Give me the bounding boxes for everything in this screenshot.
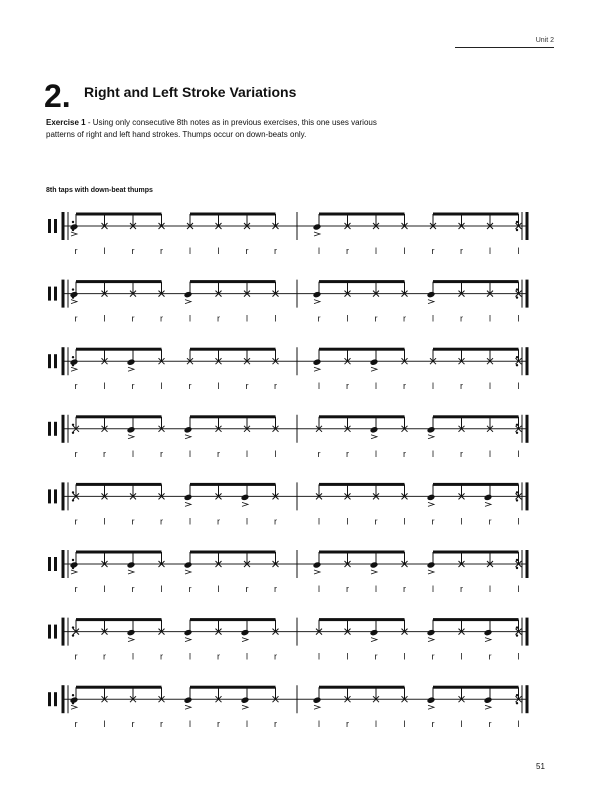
thump-notehead xyxy=(370,358,379,365)
thump-notehead xyxy=(70,223,79,230)
beam xyxy=(433,686,519,689)
accent-mark xyxy=(71,705,77,709)
thump-notehead xyxy=(127,561,136,568)
thump-notehead xyxy=(70,291,79,298)
thump-notehead xyxy=(427,494,436,501)
beam xyxy=(76,618,162,621)
accent-mark xyxy=(71,232,77,236)
sticking-letter: l xyxy=(246,448,248,459)
sticking-letter: r xyxy=(131,246,135,256)
sticking-letter: r xyxy=(403,584,406,594)
sticking-letter: l xyxy=(375,381,377,392)
sticking-letter: l xyxy=(375,246,377,256)
beam xyxy=(319,686,405,689)
beam xyxy=(190,483,276,486)
sticking-letter: r xyxy=(403,448,406,459)
beam xyxy=(190,213,276,216)
sticking-letter: l xyxy=(432,448,434,459)
beam xyxy=(433,415,519,418)
thump-notehead xyxy=(370,561,379,568)
percussion-clef xyxy=(48,692,51,706)
repeat-dot xyxy=(516,694,518,696)
sticking-letter: l xyxy=(346,516,349,527)
sticking-letter: r xyxy=(346,584,349,594)
percussion-clef xyxy=(48,219,51,233)
beam xyxy=(433,483,519,486)
percussion-clef xyxy=(54,489,57,503)
sticking-letter: l xyxy=(346,651,349,662)
sticking-letter: l xyxy=(246,719,248,730)
accent-mark xyxy=(128,638,134,642)
sticking-letter: l xyxy=(517,584,520,594)
beam xyxy=(433,213,519,216)
repeat-dot xyxy=(516,567,518,569)
thump-notehead xyxy=(370,629,379,636)
thump-notehead xyxy=(241,629,250,636)
sticking-letter: r xyxy=(245,381,249,392)
sticking-letter: r xyxy=(274,651,277,662)
accent-mark xyxy=(371,638,377,642)
sticking-letter: r xyxy=(274,516,277,527)
sticking-letter: r xyxy=(188,584,192,594)
sticking-letter: l xyxy=(403,246,406,256)
sticking-letter: l xyxy=(103,246,106,256)
sticking-letter: l xyxy=(375,448,377,459)
beam xyxy=(319,213,405,216)
thump-notehead xyxy=(313,561,322,568)
sticking-letter: l xyxy=(189,719,191,730)
sticking-letter: l xyxy=(489,448,491,459)
sticking-letter: r xyxy=(374,651,378,662)
thump-notehead xyxy=(484,629,493,636)
accent-mark xyxy=(371,435,377,439)
beam xyxy=(319,483,405,486)
sticking-letter: l xyxy=(517,246,520,256)
accent-mark xyxy=(185,502,191,506)
sticking-letter: l xyxy=(318,246,320,256)
sticking-letter: r xyxy=(160,516,163,527)
sticking-letter: l xyxy=(217,381,220,392)
sticking-letter: l xyxy=(460,719,463,730)
sticking-letter: r xyxy=(74,516,78,527)
sticking-letter: r xyxy=(488,719,492,730)
percussion-clef xyxy=(48,557,51,571)
sticking-letter: r xyxy=(460,448,463,459)
accent-mark xyxy=(128,367,134,371)
repeat-dot xyxy=(516,499,518,501)
beam xyxy=(190,415,276,418)
repeat-dot xyxy=(72,424,74,426)
sticking-letter: r xyxy=(74,719,78,730)
sticking-letter: r xyxy=(103,651,106,662)
sticking-letter: r xyxy=(403,381,406,392)
accent-mark xyxy=(428,502,434,506)
sticking-letter: r xyxy=(488,651,492,662)
repeat-dot xyxy=(516,626,518,628)
accent-mark xyxy=(371,570,377,574)
sticking-letter: l xyxy=(217,584,220,594)
sticking-letter: l xyxy=(132,448,134,459)
percussion-clef xyxy=(54,422,57,436)
sticking-letter: l xyxy=(489,584,491,594)
sticking-letter: l xyxy=(517,516,520,527)
sticking-letter: r xyxy=(103,448,106,459)
beam xyxy=(190,686,276,689)
sticking-letter: r xyxy=(431,719,435,730)
percussion-clef xyxy=(48,422,51,436)
accent-mark xyxy=(185,435,191,439)
sticking-letter: r xyxy=(74,246,78,256)
sticking-letter: l xyxy=(517,313,520,324)
sticking-letter: l xyxy=(274,313,277,324)
sticking-letter: l xyxy=(103,381,106,392)
sticking-letter: r xyxy=(131,381,135,392)
sticking-letter: r xyxy=(74,381,78,392)
percussion-clef xyxy=(54,692,57,706)
sticking-letter: r xyxy=(160,313,163,324)
repeat-dot xyxy=(72,499,74,501)
sticking-letter: r xyxy=(160,448,163,459)
sticking-letter: l xyxy=(103,516,106,527)
thump-notehead xyxy=(313,696,322,703)
accent-mark xyxy=(242,705,248,709)
repeat-dot xyxy=(72,221,74,223)
sticking-letter: l xyxy=(318,651,320,662)
thump-notehead xyxy=(184,494,193,501)
sticking-letter: l xyxy=(189,516,191,527)
accent-mark xyxy=(428,705,434,709)
sticking-letter: r xyxy=(274,381,277,392)
beam xyxy=(76,280,162,283)
thump-notehead xyxy=(127,629,136,636)
sticking-letter: l xyxy=(132,651,134,662)
beam xyxy=(190,618,276,621)
accent-mark xyxy=(314,570,320,574)
sticking-letter: l xyxy=(375,719,377,730)
sticking-letter: l xyxy=(432,381,434,392)
sticking-letter: l xyxy=(460,651,463,662)
repeat-dot xyxy=(516,702,518,704)
sticking-letter: r xyxy=(460,381,463,392)
repeat-dot xyxy=(516,634,518,636)
sticking-letter: r xyxy=(217,719,220,730)
beam xyxy=(319,415,405,418)
sticking-letter: l xyxy=(189,448,191,459)
thump-notehead xyxy=(484,494,493,501)
sticking-letter: r xyxy=(374,313,378,324)
sticking-letter: r xyxy=(245,246,249,256)
sticking-letter: r xyxy=(131,313,135,324)
sticking-letter: r xyxy=(488,516,492,527)
sticking-letter: r xyxy=(74,313,78,324)
sticking-letter: l xyxy=(318,381,320,392)
sticking-letter: r xyxy=(346,246,349,256)
sticking-letter: r xyxy=(160,246,163,256)
beam xyxy=(76,551,162,554)
sticking-letter: r xyxy=(131,719,135,730)
accent-mark xyxy=(428,300,434,304)
sticking-letter: l xyxy=(403,719,406,730)
sticking-letter: l xyxy=(489,313,491,324)
thump-notehead xyxy=(427,629,436,636)
thump-notehead xyxy=(313,358,322,365)
percussion-clef xyxy=(54,557,57,571)
sticking-letter: l xyxy=(103,584,106,594)
thump-notehead xyxy=(370,426,379,433)
accent-mark xyxy=(71,570,77,574)
sticking-letter: r xyxy=(460,584,463,594)
sticking-letter: l xyxy=(246,516,248,527)
repeat-dot xyxy=(72,491,74,493)
accent-mark xyxy=(314,300,320,304)
sticking-letter: r xyxy=(431,246,435,256)
sticking-letter: l xyxy=(246,313,248,324)
sticking-letter: l xyxy=(274,448,277,459)
sticking-letter: r xyxy=(374,516,378,527)
sticking-letter: l xyxy=(432,313,434,324)
repeat-dot xyxy=(516,432,518,434)
repeat-dot xyxy=(516,491,518,493)
sticking-letter: l xyxy=(403,651,406,662)
accent-mark xyxy=(242,502,248,506)
accent-mark xyxy=(371,367,377,371)
beam xyxy=(76,348,162,351)
sticking-letter: r xyxy=(131,584,135,594)
sticking-letter: l xyxy=(318,516,320,527)
sticking-letter: r xyxy=(74,448,78,459)
staff-heading: 8th taps with down-beat thumps xyxy=(46,187,153,194)
accent-mark xyxy=(485,638,491,642)
beam xyxy=(190,280,276,283)
repeat-dot xyxy=(72,432,74,434)
thump-notehead xyxy=(427,561,436,568)
accent-mark xyxy=(71,367,77,371)
repeat-dot xyxy=(72,626,74,628)
sticking-letter: r xyxy=(346,719,349,730)
section-title: Right and Left Stroke Variations xyxy=(84,84,297,100)
percussion-clef xyxy=(54,625,57,639)
accent-mark xyxy=(485,502,491,506)
repeat-dot xyxy=(516,424,518,426)
sticking-letter: l xyxy=(160,584,163,594)
accent-mark xyxy=(242,638,248,642)
repeat-dot xyxy=(516,364,518,366)
sticking-letter: l xyxy=(103,719,106,730)
accent-mark xyxy=(314,367,320,371)
sticking-letter: l xyxy=(489,381,491,392)
percussion-clef xyxy=(48,625,51,639)
thump-notehead xyxy=(427,696,436,703)
beam xyxy=(319,348,405,351)
thump-notehead xyxy=(313,223,322,230)
beam xyxy=(319,280,405,283)
accent-mark xyxy=(128,570,134,574)
beam xyxy=(190,551,276,554)
accent-mark xyxy=(314,232,320,236)
sticking-letter: r xyxy=(317,313,321,324)
percussion-clef xyxy=(54,287,57,301)
thump-notehead xyxy=(427,426,436,433)
sticking-letter: r xyxy=(160,651,163,662)
sticking-letter: l xyxy=(189,651,191,662)
sticking-letter: r xyxy=(245,584,249,594)
sticking-letter: l xyxy=(375,584,377,594)
beam xyxy=(76,483,162,486)
beam xyxy=(433,348,519,351)
accent-mark xyxy=(128,435,134,439)
repeat-dot xyxy=(516,221,518,223)
sticking-letter: l xyxy=(517,719,520,730)
section-number: 2. xyxy=(44,78,71,114)
thump-notehead xyxy=(127,426,136,433)
repeat-dot xyxy=(516,296,518,298)
sticking-letter: r xyxy=(460,246,463,256)
repeat-dot xyxy=(516,288,518,290)
repeat-dot xyxy=(516,559,518,561)
sticking-letter: r xyxy=(74,584,78,594)
sticking-letter: l xyxy=(489,246,491,256)
accent-mark xyxy=(314,705,320,709)
beam xyxy=(319,618,405,621)
sticking-letter: l xyxy=(432,584,434,594)
accent-mark xyxy=(485,705,491,709)
sticking-letter: r xyxy=(460,313,463,324)
repeat-dot xyxy=(516,356,518,358)
percussion-clef xyxy=(54,354,57,368)
exercise-label: Exercise 1 xyxy=(46,118,86,127)
sticking-letter: r xyxy=(131,516,135,527)
repeat-dot xyxy=(72,356,74,358)
thump-notehead xyxy=(70,696,79,703)
sticking-letter: l xyxy=(246,651,248,662)
accent-mark xyxy=(185,705,191,709)
sticking-letter: r xyxy=(217,313,220,324)
sticking-letter: l xyxy=(217,246,220,256)
beam xyxy=(433,280,519,283)
sticking-letter: l xyxy=(160,381,163,392)
sticking-letter: r xyxy=(403,313,406,324)
sticking-letter: r xyxy=(74,651,78,662)
sticking-letter: r xyxy=(160,719,163,730)
thump-notehead xyxy=(70,358,79,365)
sticking-letter: l xyxy=(517,381,520,392)
accent-mark xyxy=(71,300,77,304)
beam xyxy=(76,686,162,689)
beam xyxy=(76,415,162,418)
thump-notehead xyxy=(184,629,193,636)
percussion-clef xyxy=(54,219,57,233)
percussion-clef xyxy=(48,354,51,368)
thump-notehead xyxy=(127,358,136,365)
sticking-letter: l xyxy=(189,313,191,324)
beam xyxy=(433,551,519,554)
sticking-letter: l xyxy=(103,313,106,324)
sticking-letter: l xyxy=(318,584,320,594)
accent-mark xyxy=(185,300,191,304)
accent-mark xyxy=(428,638,434,642)
thump-notehead xyxy=(70,561,79,568)
exercise-description: - Using only consecutive 8th notes as in previous exercises, this one uses various patterns of right and left hand strokes. Thumps occur on down-beats only. xyxy=(46,118,377,139)
accent-mark xyxy=(428,570,434,574)
sticking-letter: r xyxy=(346,448,349,459)
sticking-letter: r xyxy=(217,516,220,527)
accent-mark xyxy=(185,570,191,574)
accent-mark xyxy=(185,638,191,642)
beam xyxy=(433,618,519,621)
sticking-letter: r xyxy=(188,381,192,392)
sticking-letter: l xyxy=(460,516,463,527)
beam xyxy=(319,551,405,554)
repeat-dot xyxy=(72,288,74,290)
percussion-clef xyxy=(48,287,51,301)
thump-notehead xyxy=(184,291,193,298)
repeat-dot xyxy=(72,559,74,561)
sticking-letter: r xyxy=(346,381,349,392)
sticking-letter: r xyxy=(274,719,277,730)
sticking-letter: r xyxy=(317,448,321,459)
repeat-dot xyxy=(516,229,518,231)
thump-notehead xyxy=(184,426,193,433)
sticking-letter: r xyxy=(431,516,435,527)
thump-notehead xyxy=(184,561,193,568)
thump-notehead xyxy=(484,696,493,703)
sticking-letter: l xyxy=(517,448,520,459)
thump-notehead xyxy=(427,291,436,298)
repeat-dot xyxy=(72,694,74,696)
sticking-letter: l xyxy=(318,719,320,730)
thump-notehead xyxy=(313,291,322,298)
sticking-letter: l xyxy=(403,516,406,527)
sticking-letter: r xyxy=(217,651,220,662)
sticking-letter: r xyxy=(217,448,220,459)
beam xyxy=(190,348,276,351)
page-number: 51 xyxy=(536,762,545,771)
sticking-letter: l xyxy=(189,246,191,256)
percussion-clef xyxy=(48,489,51,503)
sticking-letter: l xyxy=(517,651,520,662)
thump-notehead xyxy=(184,696,193,703)
beam xyxy=(76,213,162,216)
accent-mark xyxy=(428,435,434,439)
sticking-letter: r xyxy=(431,651,435,662)
repeat-dot xyxy=(72,634,74,636)
sticking-letter: r xyxy=(274,584,277,594)
thump-notehead xyxy=(241,494,250,501)
sticking-letter: r xyxy=(274,246,277,256)
sticking-letter: l xyxy=(346,313,349,324)
unit-label: Unit 2 xyxy=(535,37,554,44)
thump-notehead xyxy=(241,696,250,703)
